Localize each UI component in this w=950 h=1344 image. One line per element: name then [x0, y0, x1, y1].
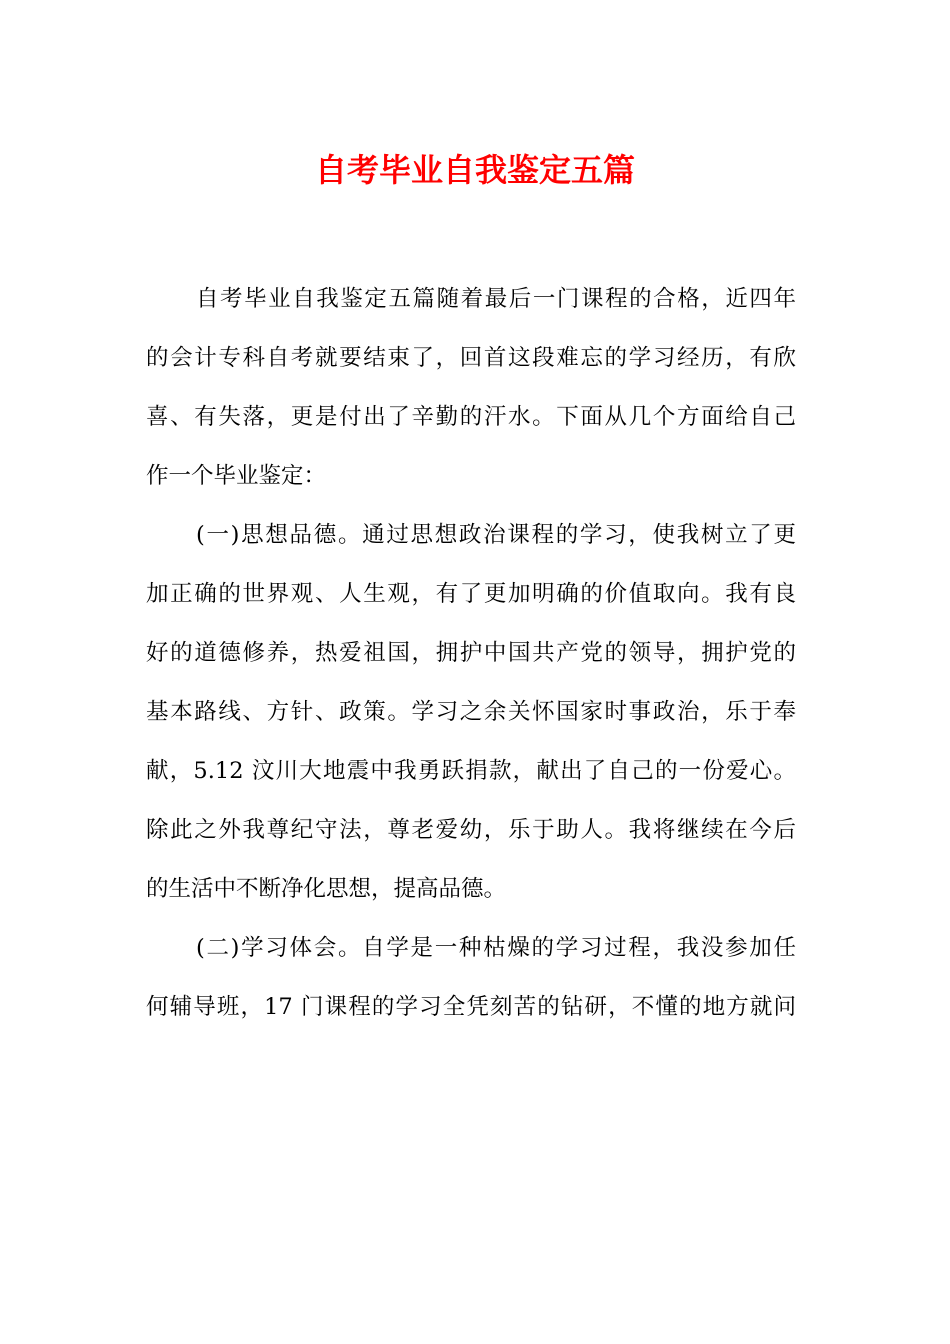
paragraph-1-line-4: 作一个毕业鉴定：: [146, 463, 327, 489]
paragraph-2-line-4: 基本路线、方针、政策。学习之余关怀国家时事政治，乐于奉: [146, 699, 796, 725]
paragraph-2-line-5: 献，5.12 汶川大地震中我勇跃捐款，献出了自己的一份爱心。: [146, 758, 796, 784]
paragraph-2-line-1: (一)思想品德。通过思想政治课程的学习，使我树立了更: [196, 522, 796, 548]
paragraph-2-line-7: 的生活中不断净化思想，提高品德。: [146, 876, 507, 902]
paragraph-3-line-2: 何辅导班，17 门课程的学习全凭刻苦的钻研，不懂的地方就问: [146, 994, 796, 1020]
document-title: 自考毕业自我鉴定五篇: [314, 151, 635, 189]
paragraph-2-line-2: 加正确的世界观、人生观，有了更加明确的价值取向。我有良: [146, 581, 796, 607]
document-body: [146, 270, 796, 1037]
paragraph-1-line-2: 的会计专科自考就要结束了，回首这段难忘的学习经历，有欣: [146, 345, 796, 371]
paragraph-1-line-3: 喜、有失落，更是付出了辛勤的汗水。下面从几个方面给自己: [146, 404, 796, 430]
paragraph-2-line-3: 好的道德修养，热爱祖国，拥护中国共产党的领导，拥护党的: [146, 640, 796, 666]
paragraph-1-line-1: 自考毕业自我鉴定五篇随着最后一门课程的合格，近四年: [196, 286, 796, 312]
paragraph-3-line-1: (二)学习体会。自学是一种枯燥的学习过程，我没参加任: [196, 935, 796, 961]
paragraph-2-line-6: 除此之外我尊纪守法，尊老爱幼，乐于助人。我将继续在今后: [146, 817, 796, 843]
